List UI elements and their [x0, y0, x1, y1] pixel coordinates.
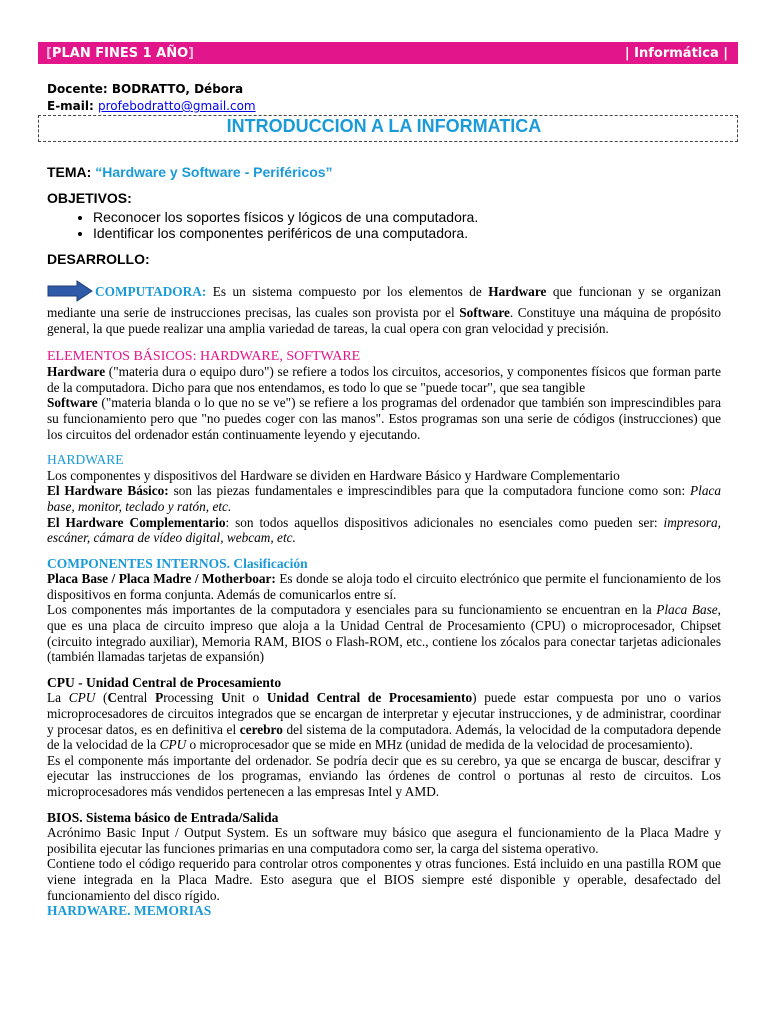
- docente-block: [47, 81, 256, 115]
- desarrollo-heading: DESARROLLO:: [47, 251, 150, 268]
- docente-line: Docente: BODRATTO, Débora: [47, 82, 244, 96]
- componentes-paragraph: Los componentes más importantes de la computadora y esenciales para su funcionamiento se encuentran en la Placa Base, que es una placa de circuito impreso que aloja a la Unidad Central de Procesamiento (CPU) o microprocesador, Chipset (circuito integrado auxiliar), Memoria RAM, BIOS o Flash-ROM, etc., contiene los zócalos para conectar tarjetas adicionales (también llamadas tarjetas de expansión): [47, 602, 721, 665]
- hardware-intro: Los componentes y dispositivos del Hardware se dividen en Hardware Básico y Hardware Complementario: [47, 467, 620, 483]
- objetivos-list: [47, 209, 721, 241]
- tema-line: TEMA: “Hardware y Software - Periféricos”: [47, 164, 333, 180]
- objetivo-item: • Identificar los componentes periféricos de una computadora.: [93, 225, 721, 241]
- header-right: | Informática |: [624, 45, 728, 61]
- bios-paragraph-1: Acrónimo Basic Input / Output System. Es un software muy básico que asegura el funcionamiento de la Placa Madre y posibilita ejecutar las funciones primarias en una computadora como ser, la carga del sistema operativo.: [47, 825, 721, 856]
- software-definition: Software ("materia blanda o lo que no se ve") se refiere a los programas del ordenador que también son imprescindibles para su funcionamiento pero que "no puedes coger con las manos". Estos programas son una serie de códigos (instrucciones) que los circuitos del ordenador están continuamente leyendo y ejecutando.: [47, 395, 721, 442]
- email-line: E-mail: profebodratto@gmail.com: [47, 99, 256, 113]
- objetivos-heading: OBJETIVOS:: [47, 189, 132, 206]
- hardware-complementario: El Hardware Complementario: son todos aquellos dispositivos adicionales no esenciales como pueden ser: impresora, escáner, cámara de vídeo digital, webcam, etc.: [47, 514, 721, 546]
- objetivo-item: • Reconocer los soportes físicos y lógicos de una computadora.: [93, 209, 721, 225]
- document-title: INTRODUCCION A LA INFORMATICA: [226, 116, 542, 136]
- bios-heading: BIOS. Sistema básico de Entrada/Salida: [47, 809, 279, 825]
- header-bar: [38, 42, 738, 64]
- cpu-heading: CPU - Unidad Central de Procesamiento: [47, 674, 282, 690]
- hardware-basico: El Hardware Básico: son las piezas fundamentales e imprescindibles para que la computadora funcione como son: Placa base, monitor, teclado y ratón, etc.: [47, 483, 722, 514]
- componentes-heading: COMPONENTES INTERNOS. Clasificación: [47, 555, 308, 571]
- email-link[interactable]: profebodratto@gmail.com: [98, 99, 256, 113]
- memorias-heading: HARDWARE. MEMORIAS: [47, 903, 212, 919]
- header-left: [PLAN FINES 1 AÑO]: [46, 45, 195, 61]
- bios-paragraph-2: Contiene todo el código requerido para controlar otros componentes y otras funciones. Está incluido en una pastilla ROM que viene integrada en la Placa Madre. Esto asegura que el BIOS siempre esté disponible y operable, desafectado del funcionamiento del disco rígido.: [47, 856, 721, 903]
- arrow-icon: [47, 280, 93, 306]
- hardware-heading: HARDWARE: [47, 452, 124, 468]
- computadora-paragraph: COMPUTADORA: Es un sistema compuesto por los elementos de Hardware que funcionan y se organizan mediante una serie de instrucciones precisas, las cuales son provista por el Software. Constituye una máquina de propósito general, la que puede realizar una amplia variedad de tareas, la cual opera con gran velocidad y precisión.: [47, 280, 721, 337]
- cpu-paragraph: La CPU (Central Processing Unit o Unidad Central de Procesamiento) puede estar compuesta por uno o varios microprocesadores de circuitos integrados que se encargan de interpretar y ejecutar instrucciones, y de administrar, coordinar y procesar datos, es en definitiva el cerebro del sistema de la computadora. Además, la velocidad de la computadora depende de la velocidad de la CPU o microprocesador que se mide en MHz (unidad de medida de la velocidad de procesamiento).: [47, 690, 721, 753]
- cpu-paragraph-2: Es el componente más importante del ordenador. Se podría decir que es su cerebro, ya que se encarga de buscar, descifrar y ejecutar las instrucciones de los programas, enviando las órdenes de control o portunas al resto de circuitos. Los microprocesadores más vendidos pertenecen a las empresas Intel y AMD.: [47, 752, 721, 799]
- elementos-heading: ELEMENTOS BÁSICOS: HARDWARE, SOFTWARE: [47, 348, 361, 364]
- placa-base-paragraph: Placa Base / Placa Madre / Motherboar: Es donde se aloja todo el circuito electrónico que permite el funcionamiento de los dispositivos en forma conjunta. Además de comunicarlos entre sí.: [47, 571, 721, 602]
- content: [47, 165, 721, 919]
- hardware-definition: Hardware ("materia dura o equipo duro") se refiere a todos los circuitos, accesorios, y componentes físicos que forman parte de la computadora. Dicho para que nos entendamos, es todo lo que se "puede tocar", que sea tangible: [47, 364, 721, 395]
